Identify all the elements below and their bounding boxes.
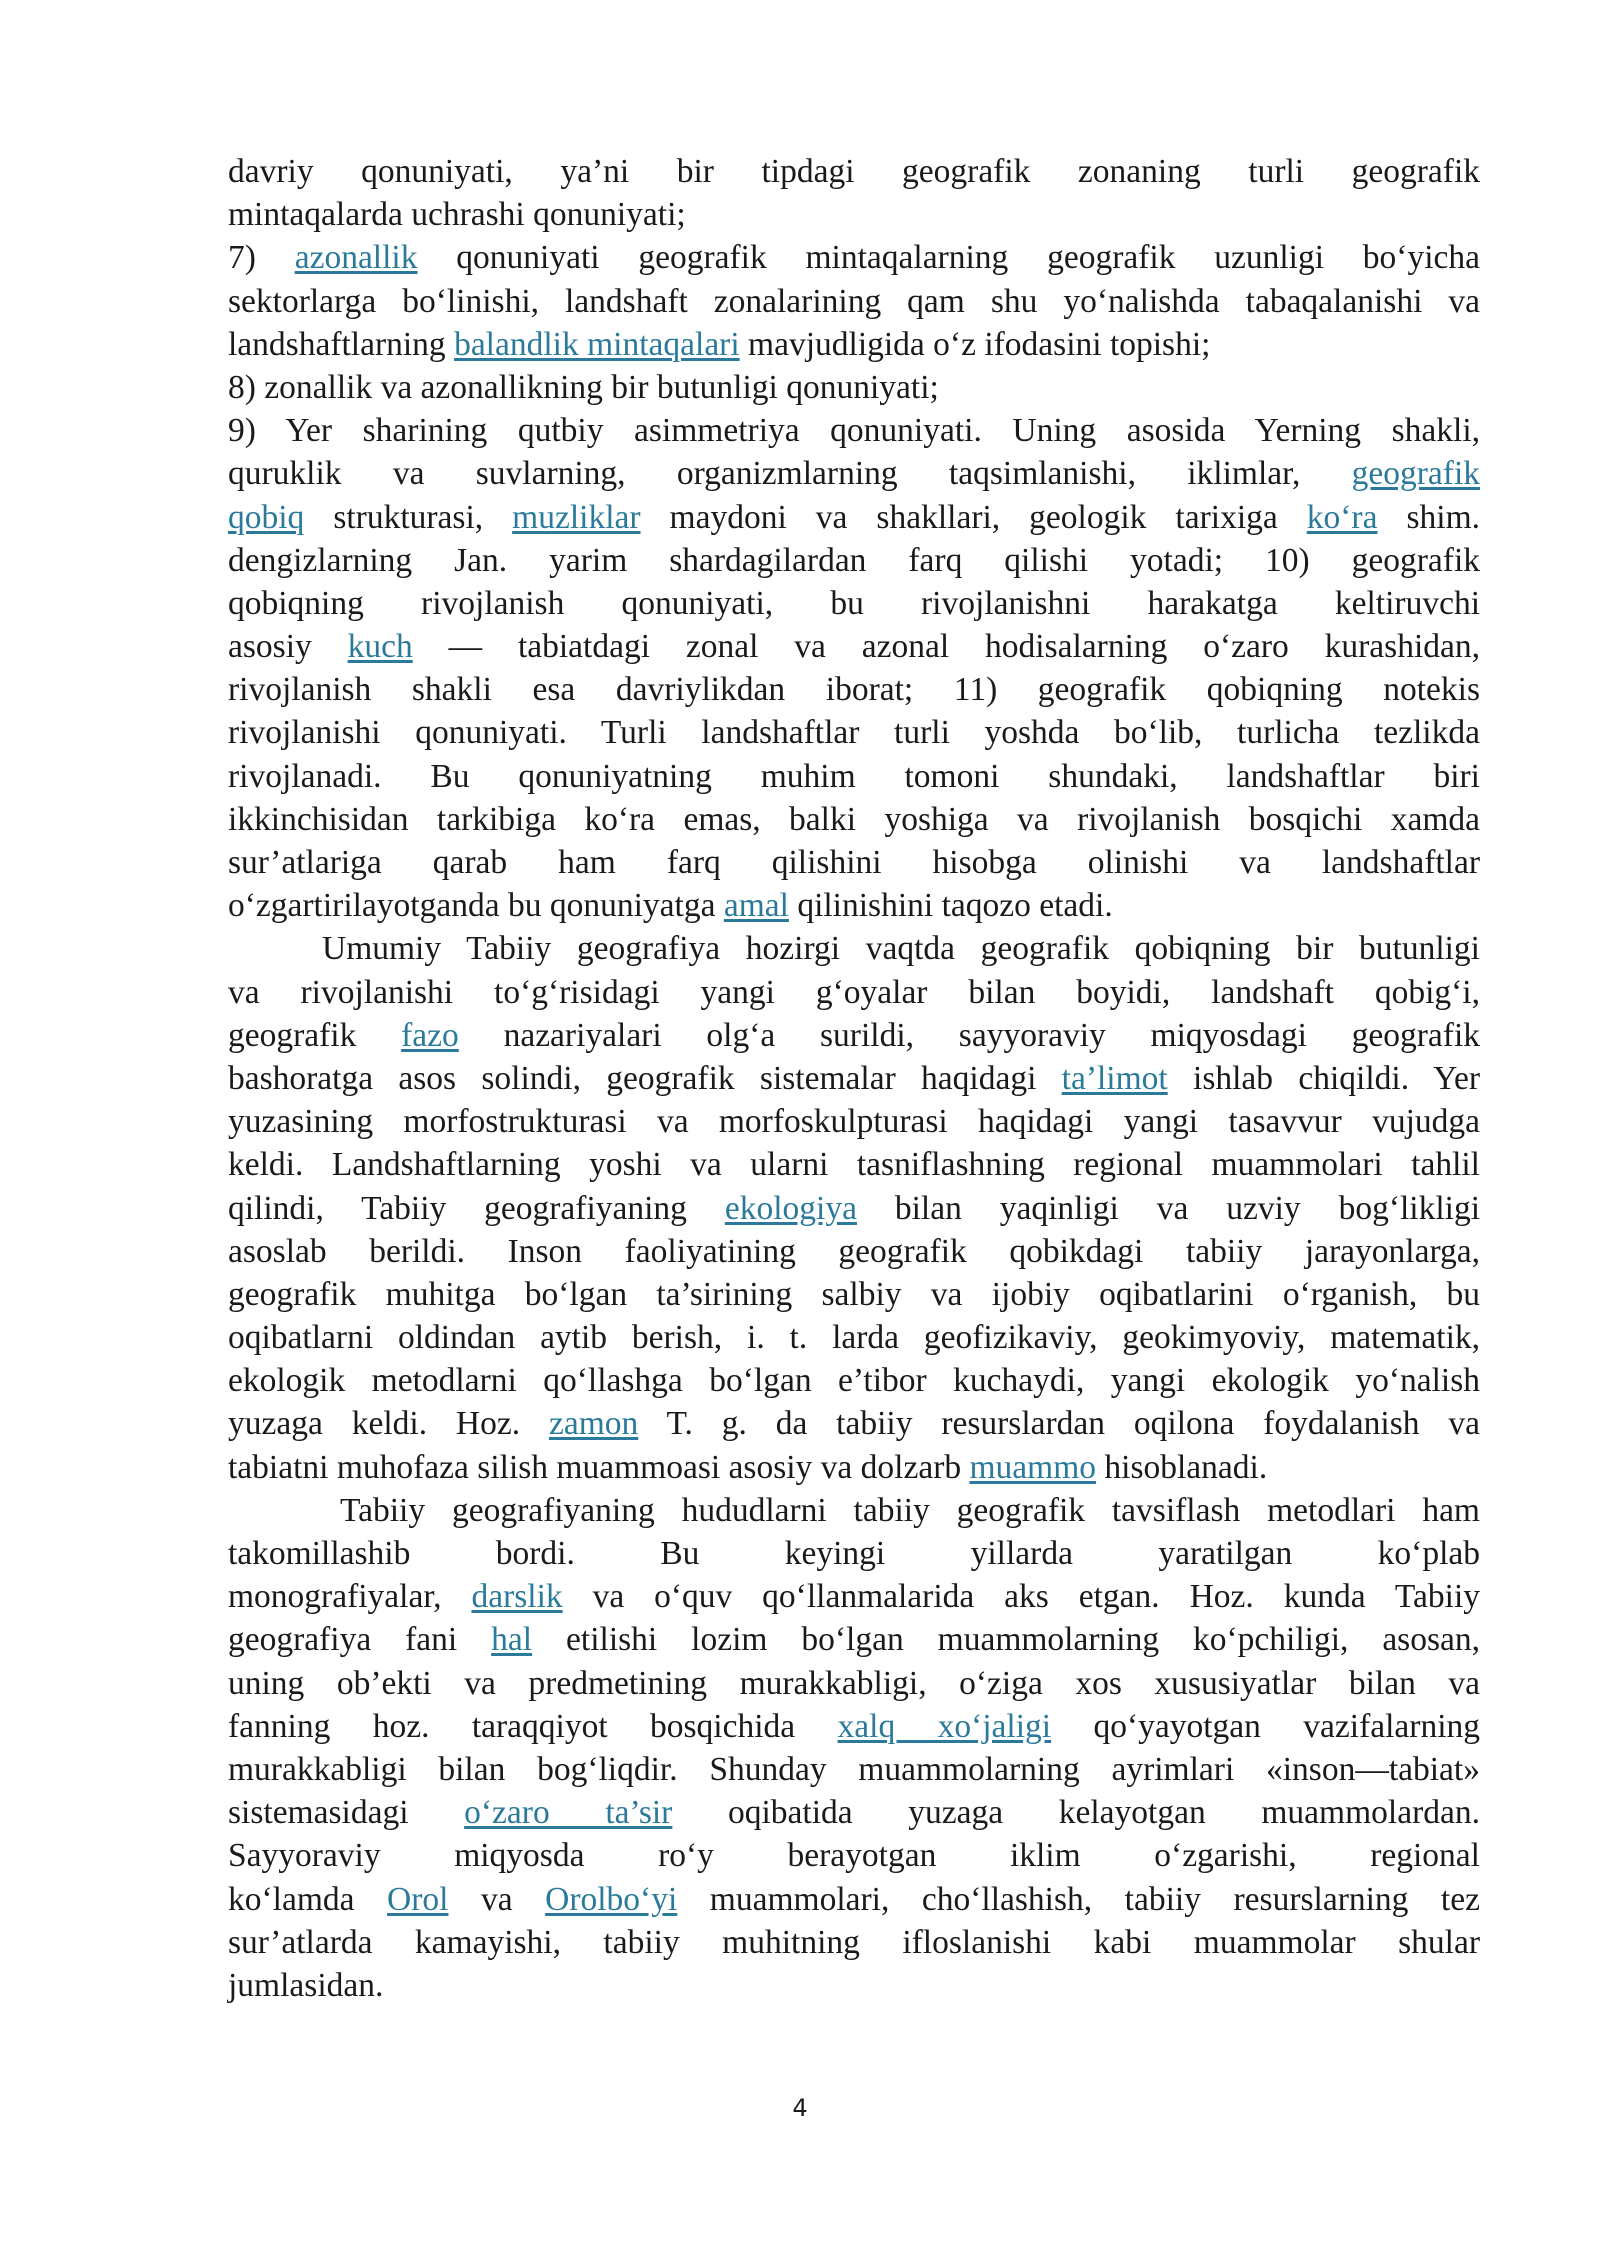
text-run: hisoblanadi. (1096, 1448, 1268, 1486)
text-line (228, 280, 1480, 323)
text-line (228, 1014, 1480, 1057)
text-run: qonuniyati geografik mintaqalarning geografik uzunligi bo‘yicha (417, 239, 1481, 277)
hyperlink[interactable]: muzliklar (512, 498, 641, 536)
text-line (228, 1273, 1480, 1316)
text-line (228, 452, 1480, 495)
text-line (228, 755, 1480, 798)
text-run: bilan yaqinligi va uzviy bog‘likligi (856, 1189, 1481, 1227)
text-run: rivojlanadi. Bu qonuniyatning muhim tomoni shundaki, landshaftlar biri (228, 757, 1480, 795)
text-run: sektorlarga bo‘linishi, landshaft zonalarining qam shu yo‘nalishda tabaqalanishi va (228, 282, 1480, 320)
text-run: takomillashib bordi. Bu keyingi yillarda yaratilgan ko‘plab (228, 1535, 1480, 1572)
text-line (228, 236, 1480, 279)
text-line (228, 1834, 1480, 1877)
text-run: strukturasi, (304, 498, 513, 536)
text-line (228, 1618, 1480, 1661)
text-line (228, 1575, 1480, 1618)
text-line (228, 150, 1480, 193)
text-run: va rivojlanishi to‘g‘risidagi yangi g‘oyalar bilan boyidi, landshaft qobig‘i, (228, 973, 1480, 1011)
text-line (228, 409, 1480, 452)
text-run: etilishi lozim bo‘lgan muammolarning ko‘pchiligi, asosan, (532, 1621, 1480, 1659)
text-run: nazariyalari olg‘a surildi, sayyoraviy miqyosdagi geografik (458, 1016, 1481, 1054)
hyperlink[interactable]: Orolbo‘yi (545, 1880, 678, 1918)
text-run: qilinishini taqozo etadi. (788, 887, 1113, 925)
text-run: yuzaga keldi. Hoz. (228, 1405, 549, 1443)
text-run: geografik (228, 1016, 402, 1054)
text-run: geografiya fani (228, 1621, 492, 1659)
text-run: Tabiiy geografiyaning hududlarni tabiiy geografik tavsiflash metodlari ham (340, 1491, 1480, 1529)
text-run: va (448, 1880, 546, 1918)
text-run: maydoni va shakllari, geologik tarixiga (640, 498, 1307, 536)
text-run: asosiy (228, 628, 348, 666)
text-run: shim. (1377, 498, 1480, 536)
text-run: Sayyoraviy miqyosda ro‘y berayotgan iklim o‘zgarishi, regional (228, 1837, 1480, 1875)
text-run: mavjudligida o‘z ifodasini topishi; (739, 325, 1211, 363)
text-line (228, 366, 1480, 409)
text-run: sistemasidagi (228, 1794, 465, 1832)
text-run: landshaftlarning (228, 325, 455, 363)
text-run: qo‘yayotgan vazifalarning (1051, 1707, 1480, 1745)
text-run: oqibatida yuzaga kelayotgan muammolardan. (672, 1794, 1480, 1832)
body-text (228, 150, 1480, 2007)
text-run: ekologik metodlarni qo‘llashga bo‘lgan e’tibor kuchaydi, yangi ekologik yo‘nalish (228, 1362, 1480, 1400)
hyperlink[interactable]: zamon (548, 1405, 639, 1443)
hyperlink[interactable]: geografik (1351, 455, 1480, 493)
text-run: 7) (228, 239, 295, 277)
text-line (228, 884, 1480, 927)
text-line (228, 1532, 1480, 1575)
text-run: rivojlanishi qonuniyati. Turli landshaftlar turli yoshda bo‘lib, turlicha tezlikda (228, 714, 1480, 752)
text-line (228, 323, 1480, 366)
text-run: geografik muhitga bo‘lgan ta’sirining salbiy va ijobiy oqibatlarini o‘rganish, bu (228, 1275, 1480, 1313)
text-line (228, 1187, 1480, 1230)
text-run: oqibatlarni oldindan aytib berish, i. t. larda geofizikaviy, geokimyoviy, matematik, (228, 1319, 1480, 1357)
text-line (228, 1359, 1480, 1402)
text-run: monografiyalar, (228, 1578, 472, 1616)
text-run: jumlasidan. (228, 1966, 384, 2004)
hyperlink[interactable]: ko‘ra (1306, 498, 1378, 536)
hyperlink[interactable]: fazo (401, 1016, 459, 1054)
text-line (228, 1921, 1480, 1964)
text-line (228, 1964, 1480, 2007)
text-run: T. g. da tabiiy resurslardan oqilona foydalanish va (638, 1405, 1480, 1443)
text-line (228, 1100, 1480, 1143)
text-run: ishlab chiqildi. Yer (1167, 1059, 1480, 1097)
text-run: fanning hoz. taraqqiyot bosqichida (228, 1707, 838, 1745)
text-run: mintaqalarda uchrashi qonuniyati; (228, 196, 686, 234)
text-run: keldi. Landshaftlarning yoshi va ularni tasniflashning regional muammolari tahlil (228, 1146, 1480, 1184)
text-run: sur’atlarda kamayishi, tabiiy muhitning ifloslanishi kabi muammolar shular (228, 1923, 1480, 1961)
text-run: sur’atlariga qarab ham farq qilishini hisobga olinishi va landshaftlar (228, 844, 1480, 881)
hyperlink[interactable]: balandlik mintaqalari (454, 325, 740, 363)
text-line (228, 625, 1480, 668)
text-line (228, 798, 1480, 841)
text-run: bashoratga asos solindi, geografik sistemalar haqidagi (228, 1059, 1062, 1097)
hyperlink[interactable]: hal (491, 1621, 533, 1659)
hyperlink[interactable]: o‘zaro ta’sir (464, 1794, 673, 1832)
text-line (228, 496, 1480, 539)
text-run: 8) zonallik va azonallikning bir butunligi qonuniyati; (228, 368, 939, 406)
hyperlink[interactable]: amal (723, 887, 789, 925)
text-run: o‘zgartirilayotganda bu qonuniyatga (228, 887, 724, 925)
text-line (228, 1402, 1480, 1445)
hyperlink[interactable]: ekologiya (724, 1189, 857, 1227)
text-line (228, 668, 1480, 711)
text-run: ikkinchisidan tarkibiga ko‘ra emas, balki yoshiga va rivojlanish bosqichi xamda (228, 800, 1480, 838)
page-number: 4 (792, 2094, 808, 2122)
text-run: tabiatni muhofaza silish muammoasi asosiy va dolzarb (228, 1448, 970, 1486)
text-line (228, 1662, 1480, 1705)
text-run: ko‘lamda (228, 1880, 388, 1918)
text-run: — tabiatdagi zonal va azonal hodisalarning o‘zaro kurashidan, (412, 628, 1480, 666)
text-line (228, 1489, 1480, 1532)
text-run: muammolari, cho‘llashish, tabiiy resurslarning tez (677, 1880, 1480, 1918)
text-line (228, 1230, 1480, 1273)
text-run: davriy qonuniyati, ya’ni bir tipdagi geografik zonaning turli geografik (228, 153, 1480, 190)
text-line (228, 1705, 1480, 1748)
hyperlink[interactable]: azonallik (294, 239, 418, 277)
text-run: asoslab berildi. Inson faoliyatining geografik qobikdagi tabiiy jarayonlarga, (228, 1232, 1480, 1270)
text-run: dengizlarning Jan. yarim shardagilardan farq qilishi yotadi; 10) geografik (228, 541, 1480, 579)
hyperlink[interactable]: qobiq (228, 498, 305, 536)
hyperlink[interactable]: darslik (471, 1578, 563, 1616)
text-run: rivojlanish shakli esa davriylikdan iborat; 11) geografik qobiqning notekis (228, 671, 1480, 709)
text-line (228, 1791, 1480, 1834)
text-line (228, 1057, 1480, 1100)
hyperlink[interactable]: ta’limot (1061, 1059, 1168, 1097)
text-line (228, 841, 1480, 884)
text-line (228, 1316, 1480, 1359)
text-line (228, 539, 1480, 582)
hyperlink[interactable]: xalq xo‘jaligi (837, 1707, 1052, 1745)
text-run: va o‘quv qo‘llanmalarida aks etgan. Hoz. kunda Tabiiy (562, 1578, 1480, 1616)
text-line (228, 927, 1480, 970)
text-run: quruklik va suvlarning, organizmlarning taqsimlanishi, iklimlar, (228, 455, 1352, 493)
text-line (228, 711, 1480, 754)
text-line (228, 1446, 1480, 1489)
hyperlink[interactable]: muammo (969, 1448, 1097, 1486)
text-line (228, 193, 1480, 236)
text-run: Umumiy Tabiiy geografiya hozirgi vaqtda geografik qobiqning bir butunligi (322, 930, 1480, 968)
text-line (228, 582, 1480, 625)
text-run: qilindi, Tabiiy geografiyaning (228, 1189, 725, 1227)
text-line (228, 1748, 1480, 1791)
hyperlink[interactable]: kuch (347, 628, 413, 666)
text-run: yuzasining morfostrukturasi va morfoskulpturasi haqidagi yangi tasavvur vujudga (228, 1103, 1480, 1141)
text-line (228, 1878, 1480, 1921)
text-run: uning ob’ekti va predmetining murakkabligi, o‘ziga xos xususiyatlar bilan va (228, 1664, 1480, 1702)
text-run: 9) Yer sharining qutbiy asimmetriya qonuniyati. Uning asosida Yerning shakli, (228, 412, 1480, 450)
hyperlink[interactable]: Orol (387, 1880, 449, 1918)
text-run: murakkabligi bilan bog‘liqdir. Shunday muammolarning ayrimlari «inson—tabiat» (228, 1750, 1480, 1788)
text-run: qobiqning rivojlanish qonuniyati, bu rivojlanishni harakatga keltiruvchi (228, 584, 1480, 622)
text-line (228, 971, 1480, 1014)
text-line (228, 1143, 1480, 1186)
